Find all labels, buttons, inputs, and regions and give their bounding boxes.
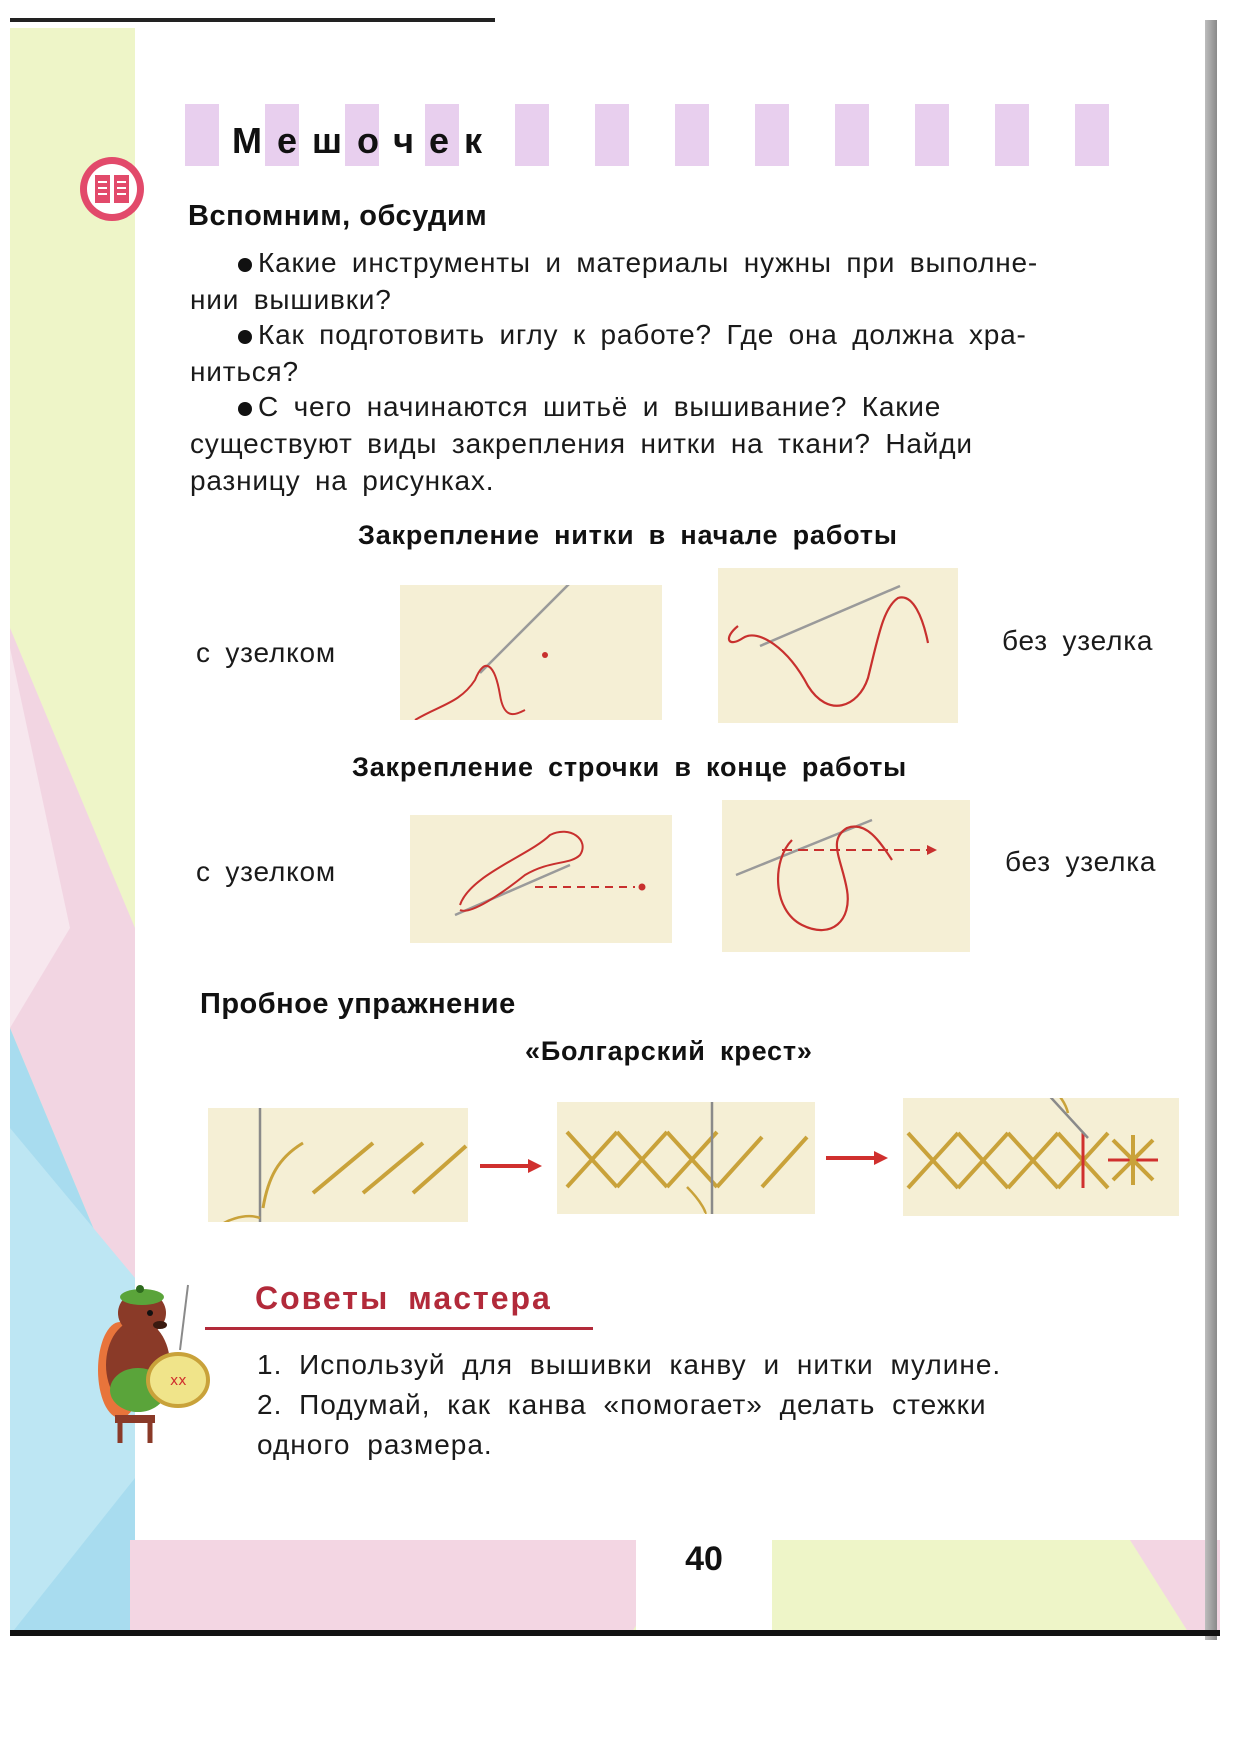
- label-with-knot-start: с узелком: [196, 637, 336, 668]
- label-without-knot-start: без узелка: [1002, 625, 1154, 656]
- tips-underline: [205, 1327, 593, 1330]
- top-rule: [10, 18, 495, 22]
- red-arrow-icon: [826, 1150, 888, 1166]
- exercise-step-3: [903, 1098, 1179, 1216]
- subheading-fix-start: Закрепление нитки в начале работы: [358, 520, 898, 550]
- page-title: Мешочек: [232, 120, 498, 161]
- section-heading-exercise: Пробное упражнение: [200, 988, 516, 1020]
- subheading-fix-end: Закрепление строчки в конце работы: [352, 752, 907, 782]
- bottom-rule: [10, 1630, 1220, 1636]
- svg-text:xx: xx: [170, 1373, 187, 1389]
- tip-1: 1. Используй для вышивки канву и нитки мулине.: [257, 1349, 1002, 1380]
- question-1: Какие инструменты и материалы нужны при выполне- нии вышивки?: [190, 247, 1038, 315]
- tips-heading: Советы мастера: [255, 1280, 552, 1316]
- page-number: 40: [685, 1540, 723, 1578]
- illustration-noknot-start: [718, 568, 958, 723]
- tip-2: 2. Подумай, как канва «помогает» делать стежки одного размера.: [257, 1389, 987, 1460]
- exercise-step-2: [557, 1102, 815, 1214]
- label-without-knot-end: без узелка: [1005, 846, 1157, 877]
- bullet-icon: [238, 330, 252, 344]
- illustration-knot-start: [400, 585, 662, 720]
- exercise-step-1: [208, 1108, 468, 1222]
- illustration-noknot-end: [722, 800, 970, 952]
- page-edge-shadow: [1205, 20, 1217, 1640]
- subheading-bulgarian-cross: «Болгарский крест»: [525, 1036, 813, 1066]
- red-arrow-icon: [480, 1158, 542, 1174]
- beaver-mascot-icon: [80, 1275, 215, 1445]
- bullet-icon: [238, 402, 252, 416]
- illustration-knot-end: [410, 815, 672, 943]
- section-heading-discuss: Вспомним, обсудим: [188, 200, 488, 232]
- question-3: С чего начинаются шитьё и вышивание? Какие существуют виды закрепления нитки на ткани? Найди разницу на рисунках.: [190, 391, 973, 496]
- label-with-knot-end: с узелком: [196, 856, 336, 887]
- book-icon: [78, 155, 146, 223]
- question-2: Как подготовить иглу к работе? Где она должна хра- ниться?: [190, 319, 1027, 387]
- bullet-icon: [238, 258, 252, 272]
